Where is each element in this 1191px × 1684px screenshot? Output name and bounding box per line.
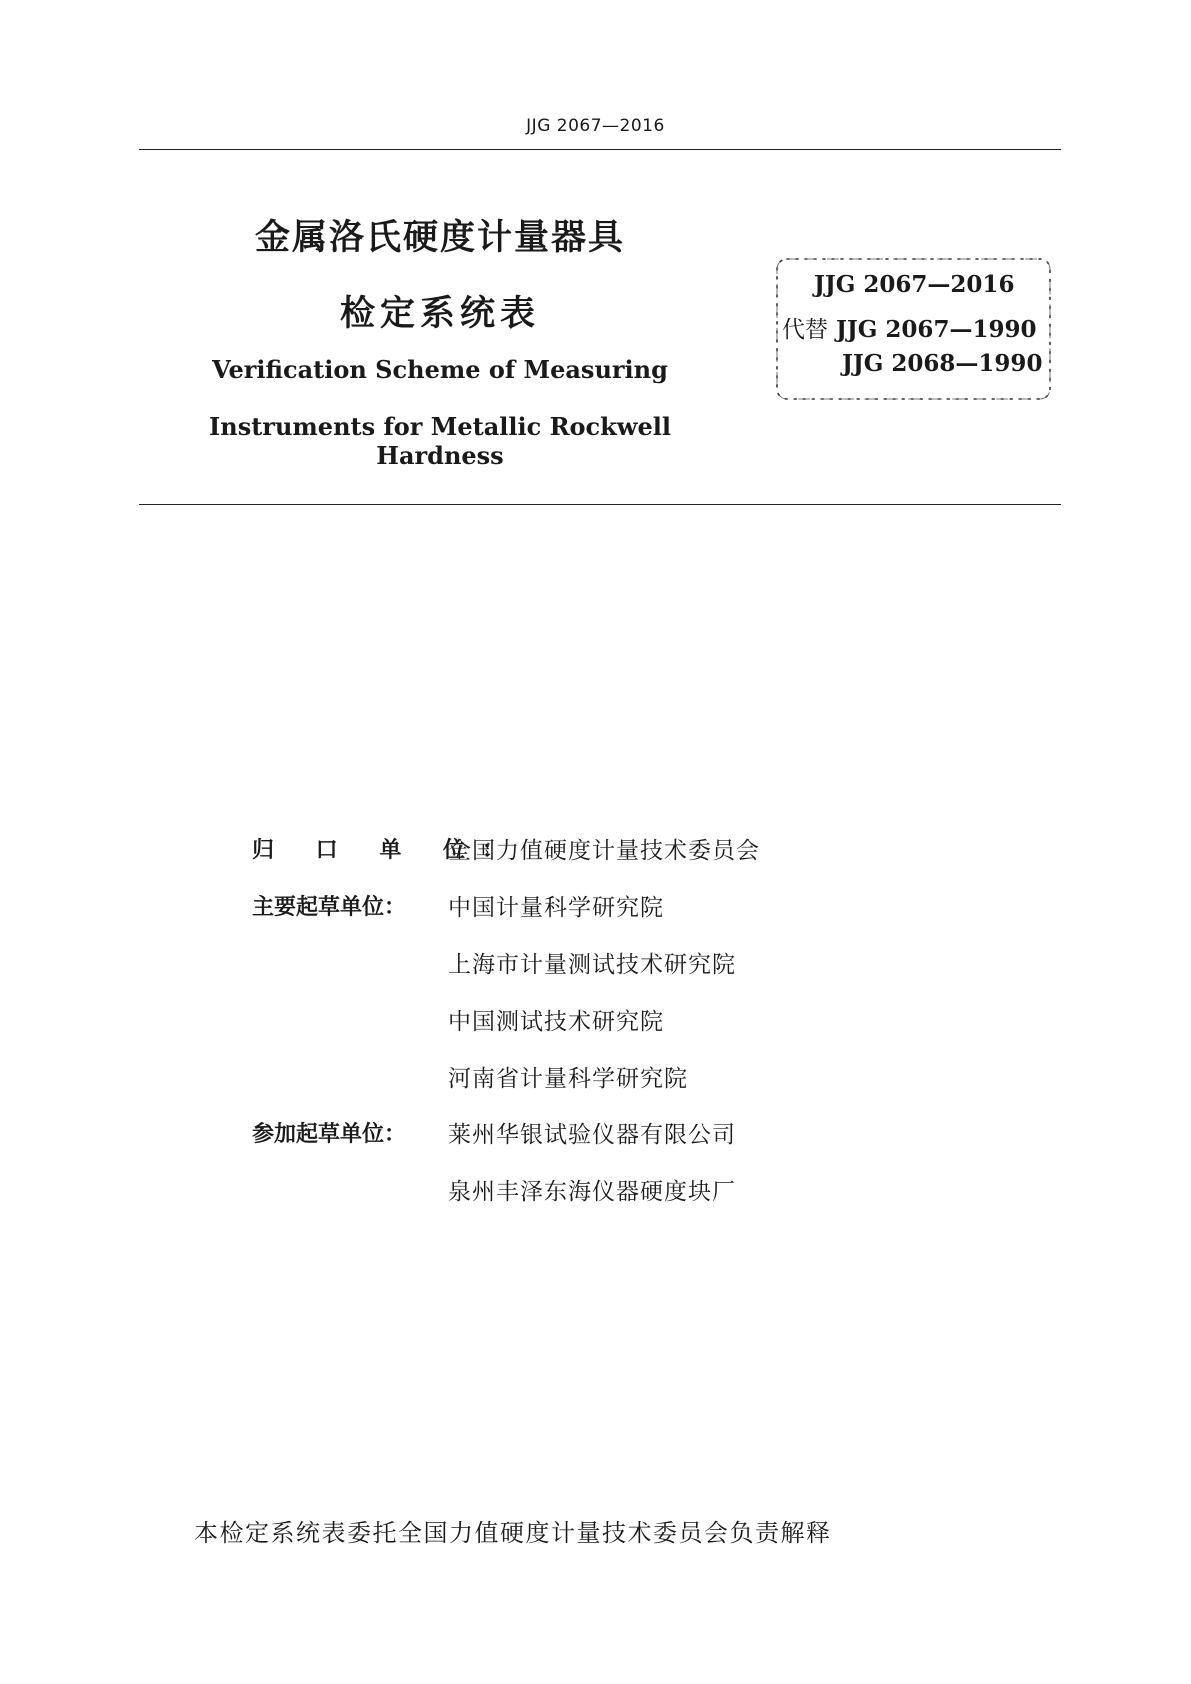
main-drafting-unit: 中国计量科学研究院 xyxy=(448,895,664,921)
title-chinese-line-2: 检定系统表 xyxy=(339,294,540,334)
replaced-code-2: JJG 2068—1990 xyxy=(842,350,1043,377)
title-chinese-line-1: 金属洛氏硬度计量器具 xyxy=(254,218,625,258)
responsible-unit-value: 全国力值硬度计量技术委员会 xyxy=(448,838,760,864)
standard-code-box xyxy=(774,256,1053,402)
current-code: JJG 2067—2016 xyxy=(814,271,1015,298)
replaces-label: 代替 xyxy=(782,317,828,343)
participating-drafting-unit: 泉州丰泽东海仪器硬度块厂 xyxy=(448,1179,736,1205)
responsible-unit-label: 归 口 单 位： xyxy=(252,838,521,863)
replaces-line xyxy=(782,311,1036,344)
interpretation-note: 本检定系统表委托全国力值硬度计量技术委员会负责解释 xyxy=(194,1519,832,1547)
main-drafting-unit: 河南省计量科学研究院 xyxy=(448,1066,688,1092)
header-rule xyxy=(139,149,1061,150)
main-drafting-unit: 中国测试技术研究院 xyxy=(448,1009,664,1035)
replaced-code-1: JJG 2067—1990 xyxy=(836,316,1037,343)
participating-drafting-label: 参加起草单位： xyxy=(252,1122,407,1147)
main-drafting-unit: 上海市计量测试技术研究院 xyxy=(448,952,736,978)
participating-drafting-unit: 莱州华银试验仪器有限公司 xyxy=(448,1122,736,1148)
title-block-rule xyxy=(139,504,1061,505)
main-drafting-label: 主要起草单位： xyxy=(252,895,407,920)
title-english-line-2: Instruments for Metallic Rockwell Hardness xyxy=(209,412,671,470)
title-english-line-1: Verification Scheme of Measuring xyxy=(212,355,668,384)
header-standard-code: JJG 2067—2016 xyxy=(526,116,665,136)
